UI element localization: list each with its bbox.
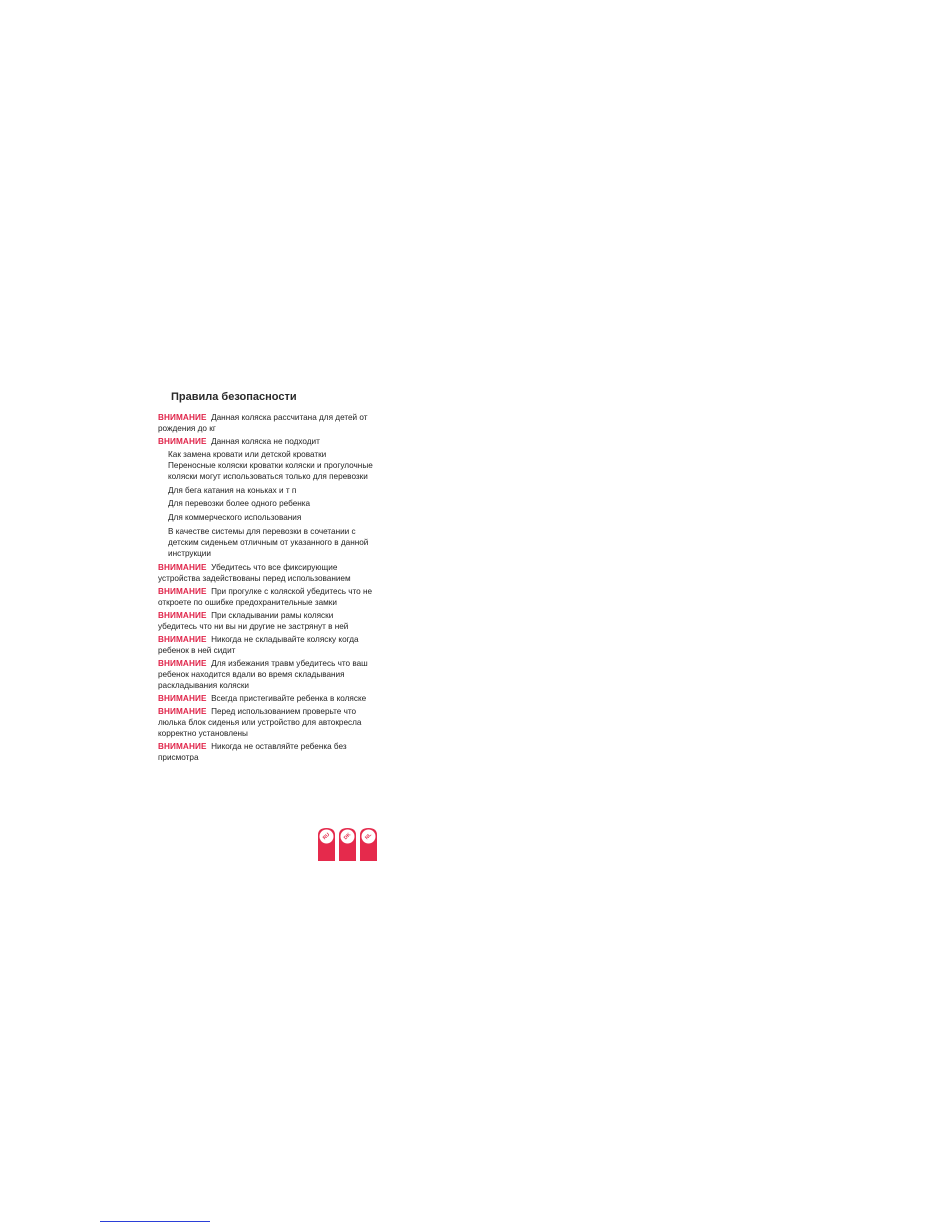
section-title: Правила безопасности <box>171 391 297 403</box>
warning-4 <box>158 586 373 608</box>
warning-text: При складывании рамы коляски убедитесь что ни вы ни другие не застрянут в ней <box>158 610 349 631</box>
language-tab-nl[interactable] <box>360 828 377 861</box>
warning-label: ВНИМАНИЕ <box>158 693 207 703</box>
warning-7 <box>158 658 373 692</box>
warning-6 <box>158 634 373 656</box>
not-suitable-item: Как замена кровати или детской кроватки Переносные коляски кроватки коляски и прогулочные коляски могут использоваться только для перевозки <box>168 449 373 482</box>
warning-text: При прогулке с коляской убедитесь что не откроете по ошибке предохранительные замки <box>158 586 373 607</box>
not-suitable-item: Для коммерческого использования <box>168 512 302 522</box>
warning-label: ВНИМАНИЕ <box>158 658 207 668</box>
warning-10 <box>158 741 373 763</box>
warning-text: Никогда не оставляйте ребенка без присмотра <box>158 741 347 762</box>
warning-label: ВНИМАНИЕ <box>158 586 207 596</box>
warning-label: ВНИМАНИЕ <box>158 741 207 751</box>
warning-3 <box>158 562 373 584</box>
not-suitable-item: Для перевозки более одного ребенка <box>168 499 311 509</box>
safety-rules <box>158 412 373 765</box>
warning-label: ВНИМАНИЕ <box>158 610 207 620</box>
footer-rule <box>100 1221 210 1222</box>
warning-label: ВНИМАНИЕ <box>158 413 207 422</box>
warning-label: ВНИМАНИЕ <box>158 634 207 644</box>
warning-5 <box>158 610 373 632</box>
language-tabs <box>318 828 378 861</box>
warning-2 <box>158 436 373 447</box>
language-tab-label: DK <box>342 831 353 842</box>
warning-label: ВНИМАНИЕ <box>158 562 207 572</box>
warning-9 <box>158 706 373 740</box>
warning-text: Никогда не складывайте коляску когда ребенок в ней сидит <box>158 634 359 655</box>
not-suitable-item: В качестве системы для перевозки в сочетании с детским сиденьем отличным от указанного в данной инструкции <box>168 526 369 558</box>
warning-8 <box>158 693 373 704</box>
warning-text: Данная коляска не подходит <box>211 437 320 446</box>
warning-text: Убедитесь что все фиксирующие устройства задействованы перед использованием <box>158 562 351 583</box>
not-suitable-item: Для бега катания на коньках и т п <box>168 485 297 495</box>
language-tab-dk[interactable] <box>339 828 356 861</box>
warning-text: Перед использованием проверьте что люлька блок сиденья или устройство для автокресла корректно установлены <box>158 706 362 738</box>
warning-text: Всегда пристегивайте ребенка в коляске <box>211 693 367 703</box>
warning-label: ВНИМАНИЕ <box>158 706 207 716</box>
language-tab-ru[interactable] <box>318 828 335 861</box>
warning-text: Для избежания травм убедитесь что ваш ребенок находится вдали во время складывания раскладывания коляски <box>158 658 368 690</box>
language-tab-label: RU <box>321 831 332 842</box>
language-tab-label: NL <box>364 832 373 841</box>
warning-text: Данная коляска рассчитана для детей от рождения до кг <box>158 413 368 434</box>
warning-label: ВНИМАНИЕ <box>158 437 207 446</box>
warning-1 <box>158 412 373 434</box>
